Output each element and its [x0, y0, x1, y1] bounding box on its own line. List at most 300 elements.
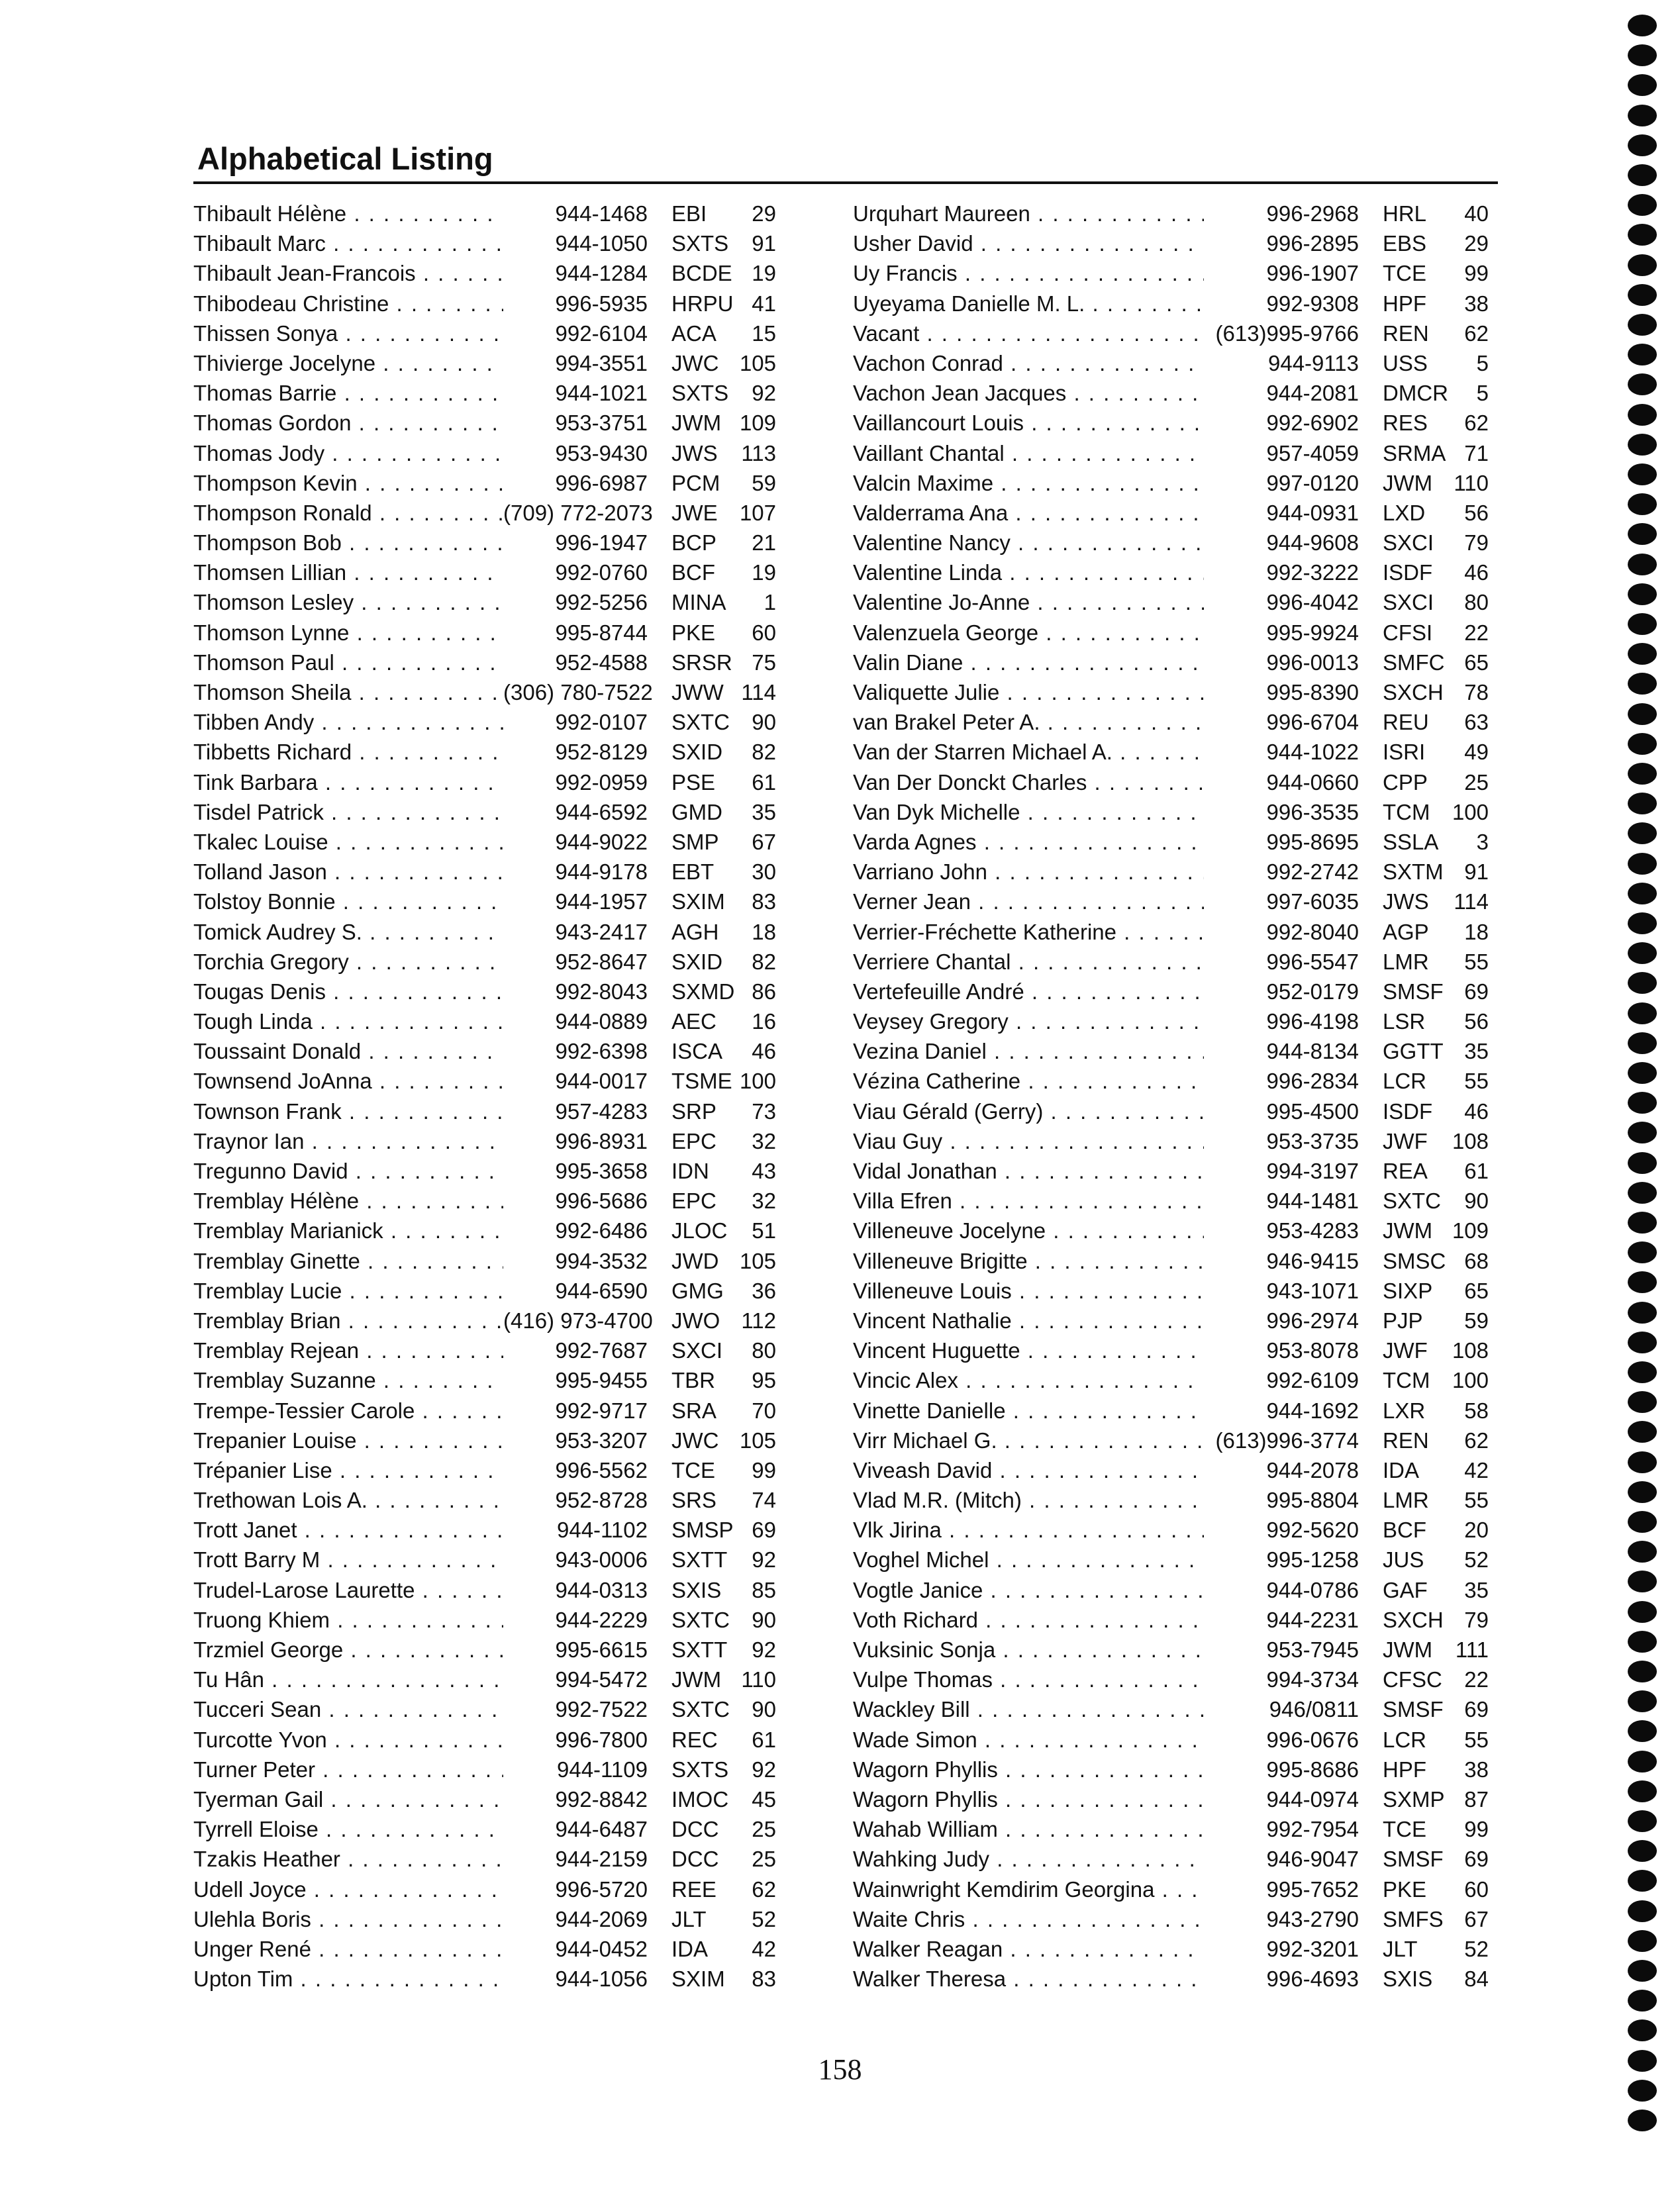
entry-name: Vogtle Janice . . . — [853, 1575, 1204, 1605]
entry-phone: 996-5547 — [1266, 949, 1359, 974]
entry-name: Veysey Gregory . . . — [853, 1006, 1204, 1036]
entry-phone: 944-1102 — [556, 1518, 648, 1543]
listing-row — [853, 378, 1489, 408]
binding-hole — [1628, 912, 1657, 934]
entry-phone: 997-6035 — [1266, 889, 1359, 914]
binding-hole — [1628, 1900, 1657, 1922]
binding-hole — [1628, 1631, 1657, 1653]
entry-code: PKE — [671, 620, 716, 645]
entry-phone: 994-5472 — [555, 1667, 648, 1692]
entry-number: 46 — [752, 1039, 776, 1064]
listing-row — [853, 767, 1489, 797]
listing-row — [853, 827, 1489, 857]
entry-phone: 944-0786 — [1266, 1577, 1359, 1602]
binding-hole — [1628, 673, 1657, 695]
binding-hole — [1628, 733, 1657, 755]
entry-number: 62 — [752, 1876, 776, 1902]
entry-phone: 996-5720 — [555, 1876, 648, 1902]
entry-phone: 995-9455 — [555, 1368, 648, 1393]
entry-number: 99 — [1464, 1817, 1489, 1842]
entry-number: 18 — [1464, 919, 1489, 944]
entry-number: 90 — [752, 1607, 776, 1632]
entry-phone: 992-3201 — [1266, 1936, 1359, 1961]
listing-row — [193, 1605, 776, 1635]
listing-row — [193, 1006, 776, 1036]
entry-name: Thibault Jean-Francois . . . — [193, 258, 503, 288]
entry-phone: 996-4693 — [1266, 1966, 1359, 1992]
entry-number: 51 — [752, 1218, 776, 1243]
entry-phone: 992-6109 — [1266, 1368, 1359, 1393]
entry-code: JUS — [1383, 1547, 1424, 1573]
listing-row — [853, 1306, 1489, 1335]
entry-name: Thissen Sonya . . . — [193, 318, 503, 348]
listing-row — [193, 1694, 776, 1724]
entry-number: 62 — [1464, 320, 1489, 346]
entry-code: SMSF — [1383, 1847, 1444, 1872]
entry-code: IDA — [1383, 1457, 1420, 1482]
entry-name: van Brakel Peter A. . . . — [853, 707, 1204, 737]
entry-name: Vincic Alex . . . — [853, 1365, 1204, 1395]
entry-number: 70 — [752, 1398, 776, 1423]
entry-number: 75 — [752, 650, 776, 675]
binding-hole — [1628, 1212, 1657, 1234]
entry-code: REA — [1383, 1159, 1428, 1183]
entry-phone: 944-2231 — [1266, 1607, 1359, 1632]
entry-number: 61 — [752, 769, 776, 795]
entry-phone: 995-8390 — [1266, 680, 1359, 704]
entry-code: SXTC — [671, 1697, 730, 1722]
entry-phone: 996-4198 — [1266, 1009, 1359, 1034]
entry-phone: 952-4588 — [555, 650, 648, 675]
entry-phone: 952-8129 — [555, 740, 648, 765]
binding-hole — [1628, 404, 1657, 426]
entry-name: Usher David . . . — [853, 228, 1204, 258]
entry-name: Vacant . . . — [853, 318, 1204, 348]
binding-holes — [1628, 15, 1659, 2173]
entry-code: JWE — [671, 500, 718, 525]
entry-code: CFSI — [1383, 620, 1433, 645]
entry-name: Tremblay Ginette . . . — [193, 1246, 503, 1276]
entry-phone: 995-7652 — [1266, 1876, 1359, 1902]
entry-phone: 944-2081 — [1266, 381, 1359, 406]
entry-number: 92 — [752, 381, 776, 406]
listing-row — [193, 648, 776, 677]
entry-phone: 996-3535 — [1266, 799, 1359, 824]
entry-code: SRP — [671, 1098, 716, 1124]
listing-row — [193, 1515, 776, 1545]
binding-hole — [1628, 344, 1657, 365]
entry-code: BCP — [671, 530, 716, 556]
entry-number: 30 — [752, 859, 776, 885]
entry-phone: 996-7800 — [555, 1727, 648, 1752]
entry-name: Valderrama Ana . . . — [853, 498, 1204, 528]
entry-name: Valcin Maxime . . . — [853, 468, 1204, 498]
listing-row — [193, 528, 776, 558]
entry-number: 15 — [752, 320, 776, 346]
listing-row — [193, 1156, 776, 1186]
entry-phone: 944-6590 — [555, 1278, 648, 1303]
entry-code: IDA — [671, 1936, 709, 1961]
entry-phone: 996-2895 — [1266, 231, 1359, 256]
listing-row — [853, 587, 1489, 617]
entry-code: SMP — [671, 829, 719, 854]
listing-row — [853, 258, 1489, 288]
entry-number: 79 — [1464, 1607, 1489, 1632]
entry-phone: 944-8134 — [1266, 1039, 1359, 1064]
entry-phone: 944-9022 — [555, 829, 648, 854]
binding-hole — [1628, 194, 1657, 216]
entry-number: 46 — [1464, 1098, 1489, 1124]
entry-number: 114 — [741, 680, 776, 704]
listing-row — [853, 1126, 1489, 1156]
entry-code: JWM — [671, 1667, 722, 1692]
entry-number: 22 — [1464, 1667, 1489, 1692]
entry-phone: 952-8647 — [555, 949, 648, 974]
entry-code: SXTS — [671, 381, 729, 406]
entry-phone: 994-3734 — [1266, 1667, 1359, 1692]
entry-name: Wagorn Phyllis . . . — [853, 1755, 1204, 1784]
entry-name: Verrier-Fréchette Katherine . . . — [853, 917, 1204, 947]
entry-name: Varda Agnes . . . — [853, 827, 1204, 857]
entry-name: Vuksinic Sonja . . . — [853, 1635, 1204, 1665]
listing-row — [193, 408, 776, 438]
entry-phone: 992-8043 — [555, 979, 648, 1004]
listing-row — [193, 258, 776, 288]
entry-number: 79 — [1464, 530, 1489, 556]
entry-code: TCE — [1383, 261, 1426, 286]
entry-code: SXMD — [671, 979, 735, 1004]
entry-number: 58 — [1464, 1398, 1489, 1423]
entry-code: GAF — [1383, 1577, 1428, 1602]
binding-hole — [1628, 883, 1657, 904]
entry-code: EBS — [1383, 231, 1427, 256]
listing-row — [193, 1874, 776, 1904]
entry-phone: 943-1071 — [1266, 1278, 1359, 1303]
entry-phone: 944-2159 — [555, 1847, 648, 1872]
listing-row — [193, 887, 776, 916]
entry-code: EBI — [671, 201, 707, 226]
listing-row — [853, 1694, 1489, 1724]
listing-row — [193, 1814, 776, 1844]
binding-hole — [1628, 853, 1657, 875]
entry-name: Viau Gérald (Gerry) . . . — [853, 1096, 1204, 1126]
entry-name: Ulehla Boris . . . — [193, 1904, 503, 1934]
binding-hole — [1628, 1511, 1657, 1533]
entry-name: Villa Efren . . . — [853, 1186, 1204, 1216]
entry-name: Trempe-Tessier Carole . . . — [193, 1396, 503, 1426]
binding-hole — [1628, 942, 1657, 964]
entry-name: Vertefeuille André . . . — [853, 977, 1204, 1006]
binding-hole — [1628, 1810, 1657, 1832]
listing-row — [193, 199, 776, 228]
entry-code: JLT — [671, 1906, 707, 1931]
entry-name: Virr Michael G. . . . — [853, 1426, 1204, 1455]
listing-row — [193, 1126, 776, 1156]
entry-number: 100 — [1452, 1368, 1489, 1393]
entry-number: 61 — [1464, 1159, 1489, 1183]
listing-row — [853, 1755, 1489, 1784]
entry-number: 82 — [752, 949, 776, 974]
listing-row — [853, 887, 1489, 916]
entry-code: JWC — [671, 1428, 719, 1453]
listing-row — [193, 1934, 776, 1964]
entry-number: 40 — [1464, 201, 1489, 226]
entry-number: 110 — [741, 1667, 776, 1692]
listing-row — [853, 498, 1489, 528]
binding-hole — [1628, 314, 1657, 336]
entry-number: 35 — [752, 799, 776, 824]
binding-hole — [1628, 523, 1657, 545]
listing-row — [193, 1545, 776, 1575]
binding-hole — [1628, 1241, 1657, 1263]
entry-code: BCF — [671, 560, 715, 585]
listing-row — [853, 1904, 1489, 1934]
entry-name: Tougas Denis . . . — [193, 977, 503, 1006]
entry-phone: 944-2069 — [555, 1906, 648, 1931]
entry-number: 109 — [739, 411, 776, 436]
entry-code: AGH — [671, 919, 719, 944]
listing-row — [853, 1814, 1489, 1844]
entry-name: Tucceri Sean . . . — [193, 1694, 503, 1724]
entry-name: Vincent Nathalie . . . — [853, 1306, 1204, 1335]
entry-number: 22 — [1464, 620, 1489, 645]
entry-number: 42 — [752, 1936, 776, 1961]
binding-hole — [1628, 15, 1657, 36]
binding-hole — [1628, 463, 1657, 485]
entry-phone: 995-8686 — [1266, 1757, 1359, 1782]
entry-code: LCR — [1383, 1727, 1427, 1752]
entry-phone: 943-0006 — [555, 1547, 648, 1573]
binding-hole — [1628, 1751, 1657, 1772]
entry-code: SRSR — [671, 650, 732, 675]
entry-number: 67 — [1464, 1906, 1489, 1931]
entry-phone: 944-1481 — [1266, 1189, 1359, 1214]
entry-phone: 996-1947 — [555, 530, 648, 556]
binding-hole — [1628, 1332, 1657, 1353]
entry-phone: 996-1907 — [1266, 261, 1359, 286]
entry-phone: 952-0179 — [1266, 979, 1359, 1004]
entry-code: LMR — [1383, 1488, 1429, 1513]
entry-name: Villeneuve Brigitte . . . — [853, 1246, 1204, 1276]
entry-phone: 992-2742 — [1266, 859, 1359, 885]
entry-name: Thompson Kevin . . . — [193, 468, 503, 498]
entry-phone: 995-9924 — [1266, 620, 1359, 645]
entry-phone: 992-0760 — [555, 560, 648, 585]
binding-hole — [1628, 1182, 1657, 1204]
entry-phone: 944-1284 — [555, 261, 648, 286]
listing-row — [193, 767, 776, 797]
listing-row — [853, 1575, 1489, 1605]
entry-code: SXCI — [1383, 530, 1434, 556]
entry-name: Thomson Sheila . . . — [193, 677, 503, 707]
listing-row — [853, 1455, 1489, 1485]
entry-code: AEC — [671, 1009, 716, 1034]
listing-row — [853, 438, 1489, 468]
entry-name: Udell Joyce . . . — [193, 1874, 503, 1904]
entry-name: Wahking Judy . . . — [853, 1844, 1204, 1874]
listing-row — [193, 498, 776, 528]
entry-code: JWW — [671, 680, 724, 704]
entry-code: PSE — [671, 769, 716, 795]
entry-name: Thomson Lesley . . . — [193, 587, 503, 617]
listing-row — [193, 1335, 776, 1365]
listing-row — [193, 1426, 776, 1455]
entry-name: Tolland Jason . . . — [193, 857, 503, 887]
entry-number: 38 — [1464, 291, 1489, 316]
entry-number: 108 — [1452, 1338, 1489, 1363]
entry-name: Tolstoy Bonnie . . . — [193, 887, 503, 916]
entry-phone: 992-0107 — [555, 710, 648, 735]
entry-code: SMFS — [1383, 1906, 1444, 1931]
listing-row — [193, 318, 776, 348]
entry-number: 83 — [752, 889, 776, 914]
entry-phone: 996-2968 — [1266, 201, 1359, 226]
entry-code: AGP — [1383, 919, 1429, 944]
listing-row — [853, 348, 1489, 378]
entry-code: REN — [1383, 1428, 1429, 1453]
listing-row — [853, 1844, 1489, 1874]
entry-code: MINA — [671, 590, 726, 615]
entry-name: Urquhart Maureen . . . — [853, 199, 1204, 228]
binding-hole — [1628, 164, 1657, 186]
heading-rule — [193, 181, 1498, 184]
listing-row — [193, 1396, 776, 1426]
entry-number: 52 — [1464, 1936, 1489, 1961]
entry-code: REU — [1383, 710, 1429, 735]
entry-phone: (613)995-9766 — [1215, 320, 1359, 346]
entry-code: ISCA — [671, 1039, 723, 1064]
entry-number: 73 — [752, 1098, 776, 1124]
entry-name: Tkalec Louise . . . — [193, 827, 503, 857]
entry-code: SXMP — [1383, 1786, 1445, 1812]
listing-row — [193, 797, 776, 827]
entry-number: 21 — [752, 530, 776, 556]
entry-number: 46 — [1464, 560, 1489, 585]
entry-number: 105 — [739, 350, 776, 375]
entry-code: TCE — [1383, 1817, 1426, 1842]
entry-name: Vinette Danielle . . . — [853, 1396, 1204, 1426]
entry-code: HRL — [1383, 201, 1427, 226]
entry-code: HPF — [1383, 291, 1426, 316]
entry-number: 71 — [1464, 440, 1489, 465]
entry-code: JWC — [671, 350, 719, 375]
listing-row — [853, 648, 1489, 677]
entry-code: JWS — [1383, 889, 1429, 914]
listing-row — [853, 618, 1489, 648]
entry-number: 69 — [752, 1518, 776, 1543]
entry-code: SMSF — [1383, 1697, 1444, 1722]
entry-number: 29 — [752, 201, 776, 226]
listing-row — [193, 1485, 776, 1515]
listing-row — [853, 1665, 1489, 1694]
listing-row — [193, 977, 776, 1006]
entry-phone: (709) 772-2073 — [503, 500, 653, 525]
entry-name: Upton Tim . . . — [193, 1964, 503, 1994]
entry-code: CFSC — [1383, 1667, 1442, 1692]
entry-code: SXTC — [1383, 1189, 1442, 1214]
entry-name: Unger René . . . — [193, 1934, 503, 1964]
entry-phone: (416) 973-4700 — [503, 1308, 653, 1333]
binding-hole — [1628, 1092, 1657, 1114]
entry-name: Vincent Huguette . . . — [853, 1335, 1204, 1365]
entry-number: 99 — [1464, 261, 1489, 286]
entry-number: 56 — [1464, 1009, 1489, 1034]
listing-column-left — [193, 199, 776, 1994]
entry-code: JWF — [1383, 1338, 1428, 1363]
entry-name: Townsend JoAnna . . . — [193, 1066, 503, 1096]
entry-name: Wainwright Kemdirim Georgina . . . — [853, 1874, 1204, 1904]
entry-code: LSR — [1383, 1009, 1426, 1034]
entry-number: 91 — [752, 231, 776, 256]
entry-code: PJP — [1383, 1308, 1423, 1333]
entry-phone: 996-6987 — [555, 470, 648, 495]
binding-hole — [1628, 703, 1657, 725]
entry-phone: 992-7522 — [555, 1697, 648, 1722]
entry-phone: 953-3751 — [555, 411, 648, 436]
page-heading: Alphabetical Listing — [197, 141, 493, 176]
entry-number: 67 — [752, 829, 776, 854]
entry-number: 111 — [1455, 1637, 1489, 1662]
entry-phone: 944-1056 — [555, 1966, 648, 1992]
binding-hole — [1628, 1481, 1657, 1503]
binding-hole — [1628, 1661, 1657, 1682]
entry-number: 108 — [1452, 1128, 1489, 1153]
entry-code: IDN — [671, 1159, 709, 1183]
entry-code: JWO — [671, 1308, 720, 1333]
entry-name: Thibault Hélène . . . — [193, 199, 503, 228]
entry-name: Thibault Marc . . . — [193, 228, 503, 258]
binding-hole — [1628, 434, 1657, 456]
entry-number: 95 — [752, 1368, 776, 1393]
entry-phone: 994-3532 — [555, 1248, 648, 1273]
entry-phone: 996-0676 — [1266, 1727, 1359, 1752]
entry-number: 86 — [752, 979, 776, 1004]
entry-code: SRMA — [1383, 440, 1446, 465]
entry-name: Trepanier Louise . . . — [193, 1426, 503, 1455]
entry-phone: 996-6704 — [1266, 710, 1359, 735]
entry-name: Thompson Ronald . . . — [193, 498, 503, 528]
entry-phone: 992-9717 — [555, 1398, 648, 1423]
listing-row — [193, 1665, 776, 1694]
entry-code: SXCI — [671, 1338, 723, 1363]
entry-name: Van der Starren Michael A. . . . — [853, 737, 1204, 767]
entry-number: 65 — [1464, 1278, 1489, 1303]
entry-name: Viveash David . . . — [853, 1455, 1204, 1485]
entry-number: 69 — [1464, 1847, 1489, 1872]
entry-phone: 957-4059 — [1266, 440, 1359, 465]
entry-number: 92 — [752, 1757, 776, 1782]
listing-row — [853, 1934, 1489, 1964]
listing-row — [853, 1635, 1489, 1665]
listing-row — [193, 1725, 776, 1755]
listing-row — [193, 1844, 776, 1874]
entry-phone: 944-1021 — [555, 381, 648, 406]
listing-row — [853, 1365, 1489, 1395]
entry-code: GMD — [671, 799, 722, 824]
binding-hole — [1628, 1541, 1657, 1563]
entry-number: 20 — [1464, 1518, 1489, 1543]
entry-name: Valiquette Julie . . . — [853, 677, 1204, 707]
listing-row — [193, 947, 776, 977]
entry-number: 59 — [1464, 1308, 1489, 1333]
entry-code: HRPU — [671, 291, 734, 316]
entry-name: Thibodeau Christine . . . — [193, 289, 503, 318]
entry-name: Tu Hân . . . — [193, 1665, 503, 1694]
entry-phone: 944-0889 — [555, 1009, 648, 1034]
listing-row — [853, 289, 1489, 318]
entry-code: ISDF — [1383, 1098, 1433, 1124]
entry-phone: 995-3658 — [555, 1159, 648, 1183]
